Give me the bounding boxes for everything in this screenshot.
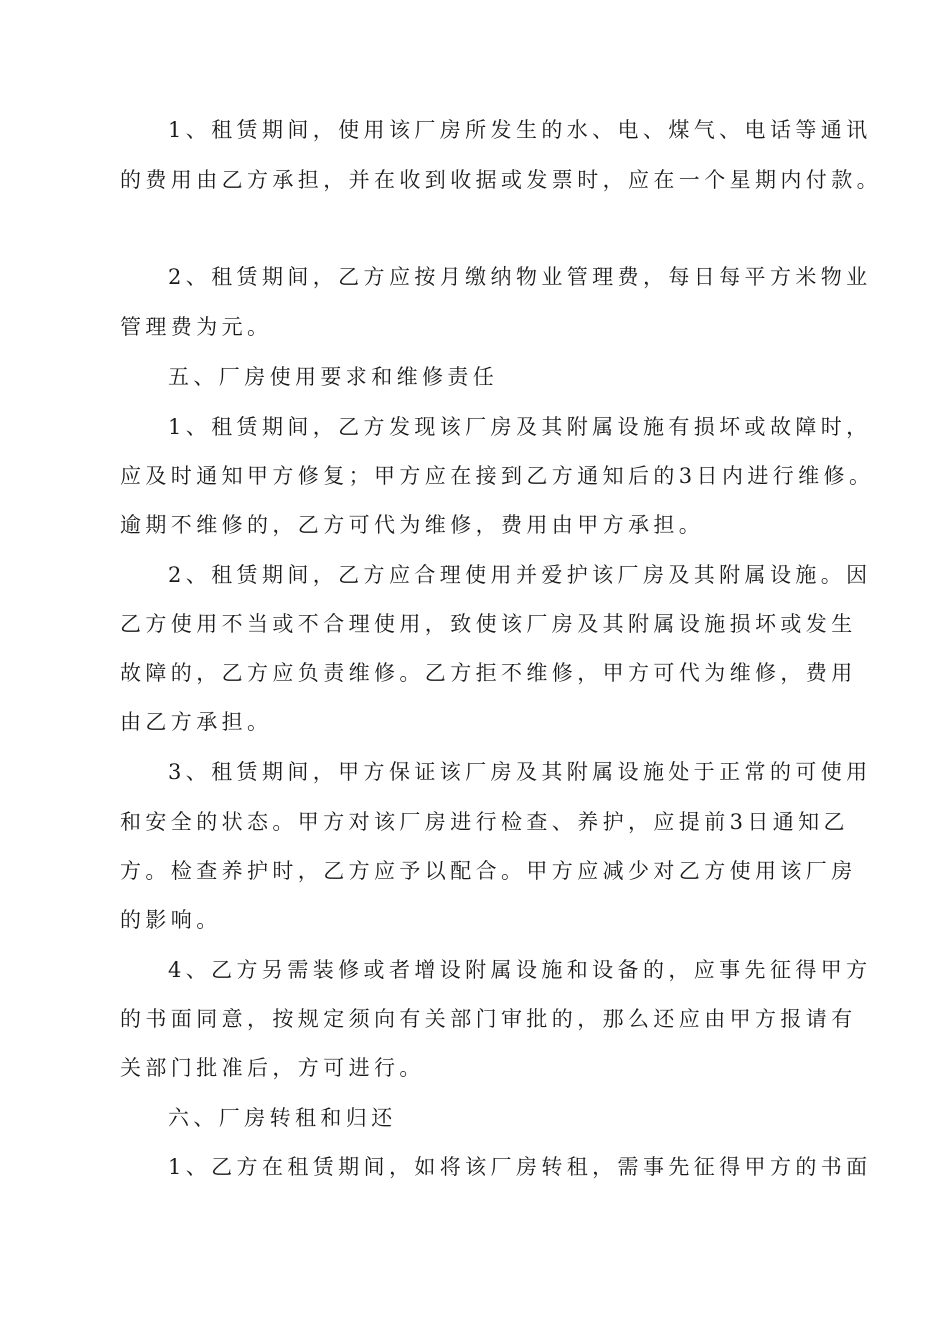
paragraph-line: 故障的，乙方应负责维修。乙方拒不维修，甲方可代为维修，费用: [120, 661, 857, 685]
paragraph-line: 由乙方承担。: [120, 710, 273, 734]
paragraph-line: 1、租赁期间，乙方发现该厂房及其附属设施有损坏或故障时，: [168, 415, 872, 439]
paragraph-line: 管理费为元。: [120, 315, 273, 339]
paragraph-line: 和安全的状态。甲方对该厂房进行检查、养护，应提前3日通知乙: [120, 810, 849, 834]
paragraph-line: 2、租赁期间，乙方应合理使用并爱护该厂房及其附属设施。因: [168, 563, 872, 587]
section-heading: 五、厂房使用要求和维修责任: [168, 365, 499, 389]
paragraph-line: 的书面同意，按规定须向有关部门审批的，那么还应由甲方报请有: [120, 1007, 857, 1031]
paragraph-line: 3、租赁期间，甲方保证该厂房及其附属设施处于正常的可使用: [168, 760, 872, 784]
paragraph-line: 应及时通知甲方修复；甲方应在接到乙方通知后的3日内进行维修。: [120, 464, 875, 488]
section-heading: 六、厂房转租和归还: [168, 1106, 397, 1130]
paragraph-line: 1、乙方在租赁期间，如将该厂房转租，需事先征得甲方的书面: [168, 1155, 872, 1179]
paragraph-line: 逾期不维修的，乙方可代为维修，费用由甲方承担。: [120, 513, 705, 537]
paragraph-line: 乙方使用不当或不合理使用，致使该厂房及其附属设施损坏或发生: [120, 612, 857, 636]
paragraph-line: 4、乙方另需装修或者增设附属设施和设备的，应事先征得甲方: [168, 958, 872, 982]
paragraph-line: 关部门批准后，方可进行。: [120, 1056, 425, 1080]
paragraph-line: 方。检查养护时，乙方应予以配合。甲方应减少对乙方使用该厂房: [120, 859, 857, 883]
paragraph-line: 的影响。: [120, 908, 222, 932]
paragraph-line: 1、租赁期间，使用该厂房所发生的水、电、煤气、电话等通讯: [168, 118, 872, 142]
paragraph-line: 2、租赁期间，乙方应按月缴纳物业管理费，每日每平方米物业: [168, 265, 872, 289]
paragraph-line: 的费用由乙方承担，并在收到收据或发票时，应在一个星期内付款。: [120, 168, 882, 192]
